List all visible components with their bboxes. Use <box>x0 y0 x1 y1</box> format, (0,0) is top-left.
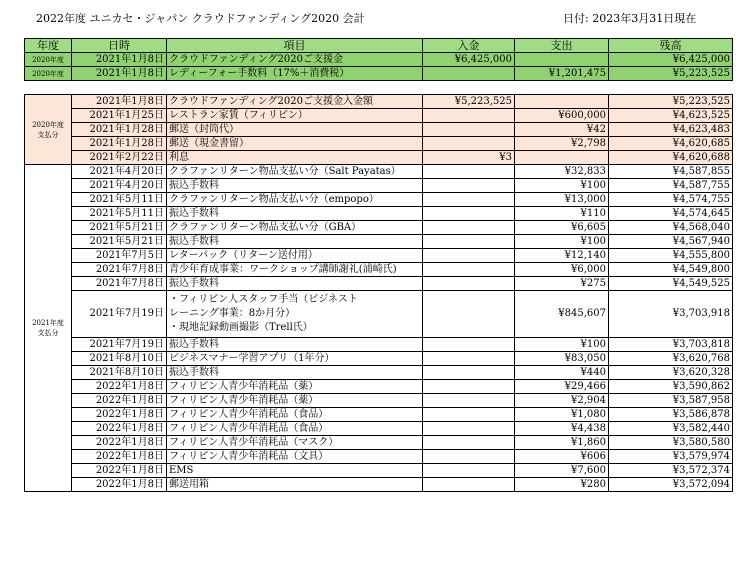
date-cell: 2022年1月8日 <box>72 450 167 464</box>
year-cell: 2020年度 <box>25 67 72 81</box>
col-expense: 支出 <box>515 39 609 53</box>
ledger-row <box>25 450 733 464</box>
item-cell: クラウドファンディング2020ご支援金入金額 <box>167 95 423 109</box>
summary-table <box>24 38 733 81</box>
item-cell: 郵送（封筒代） <box>167 123 423 137</box>
balance-cell: ¥3,572,094 <box>609 478 733 492</box>
income-cell <box>423 436 515 450</box>
income-cell: ¥5,223,525 <box>423 95 515 109</box>
expense-cell <box>515 53 609 67</box>
col-balance: 残高 <box>609 39 733 53</box>
date-cell: 2021年7月5日 <box>72 249 167 263</box>
ledger-row <box>25 151 733 165</box>
balance-cell: ¥3,582,440 <box>609 422 733 436</box>
item-cell: 振込手数料 <box>167 366 423 380</box>
item-cell: レターパック（リターン送付用） <box>167 249 423 263</box>
expense-cell: ¥32,833 <box>515 165 609 179</box>
balance-cell: ¥4,620,688 <box>609 151 733 165</box>
date-cell: 2021年7月8日 <box>72 277 167 291</box>
item-cell: 振込手数料 <box>167 235 423 249</box>
expense-cell: ¥42 <box>515 123 609 137</box>
group-label: 2021年度 支払分 <box>25 165 72 492</box>
ledger-row <box>25 478 733 492</box>
ledger-row <box>25 394 733 408</box>
group-label: 2020年度 支払分 <box>25 95 72 165</box>
item-cell: フィリピン人青少年消耗品（薬） <box>167 394 423 408</box>
date-cell: 2021年1月25日 <box>72 109 167 123</box>
expense-cell: ¥6,000 <box>515 263 609 277</box>
expense-cell: ¥7,600 <box>515 464 609 478</box>
balance-cell: ¥4,549,525 <box>609 277 733 291</box>
ledger-row <box>25 207 733 221</box>
date-cell: 2021年8月10日 <box>72 366 167 380</box>
date-cell: 2022年1月8日 <box>72 422 167 436</box>
item-cell: レストラン家賃（フィリピン） <box>167 109 423 123</box>
balance-cell: ¥3,703,918 <box>609 291 733 338</box>
income-cell <box>423 478 515 492</box>
income-cell <box>423 366 515 380</box>
date-cell: 2022年1月8日 <box>72 478 167 492</box>
balance-cell: ¥3,590,862 <box>609 380 733 394</box>
ledger-row <box>25 464 733 478</box>
income-cell <box>423 277 515 291</box>
income-cell <box>423 464 515 478</box>
item-cell: クラウドファンディング2020ご支援金 <box>167 53 423 67</box>
date-cell: 2021年2月22日 <box>72 151 167 165</box>
expense-cell: ¥845,607 <box>515 291 609 338</box>
col-item: 項目 <box>167 39 423 53</box>
date-cell: 2021年5月11日 <box>72 193 167 207</box>
balance-cell: ¥3,580,580 <box>609 436 733 450</box>
date-cell: 2021年1月28日 <box>72 137 167 151</box>
item-cell: 振込手数料 <box>167 207 423 221</box>
income-cell <box>423 67 515 81</box>
balance-cell: ¥3,587,958 <box>609 394 733 408</box>
item-cell: 郵送（現金書留） <box>167 137 423 151</box>
income-cell <box>423 179 515 193</box>
income-cell <box>423 235 515 249</box>
item-cell: 振込手数料 <box>167 179 423 193</box>
item-cell: ビジネスマナー学習アプリ（1年分） <box>167 352 423 366</box>
income-cell <box>423 249 515 263</box>
date-cell: 2021年1月28日 <box>72 123 167 137</box>
balance-cell: ¥4,574,645 <box>609 207 733 221</box>
balance-cell: ¥5,223,525 <box>609 95 733 109</box>
income-cell <box>423 109 515 123</box>
balance-cell: ¥3,579,974 <box>609 450 733 464</box>
balance-cell: ¥4,620,685 <box>609 137 733 151</box>
ledger-table <box>24 94 733 492</box>
report-date: 日付: 2023年3月31日現在 <box>563 12 697 25</box>
expense-cell: ¥1,201,475 <box>515 67 609 81</box>
income-cell <box>423 123 515 137</box>
date-cell: 2021年7月19日 <box>72 338 167 352</box>
expense-cell: ¥110 <box>515 207 609 221</box>
item-cell: 利息 <box>167 151 423 165</box>
ledger-row <box>25 95 733 109</box>
balance-cell: ¥4,587,855 <box>609 165 733 179</box>
expense-cell: ¥2,798 <box>515 137 609 151</box>
expense-cell: ¥275 <box>515 277 609 291</box>
item-cell: レディーフォー手数料（17%＋消費税） <box>167 67 423 81</box>
expense-cell: ¥1,860 <box>515 436 609 450</box>
item-cell: フィリピン人青少年消耗品（食品） <box>167 408 423 422</box>
item-cell: クラファンリターン物品支払い分（GBA） <box>167 221 423 235</box>
date-cell: 2021年7月19日 <box>72 291 167 338</box>
year-cell: 2020年度 <box>25 53 72 67</box>
ledger-row <box>25 422 733 436</box>
item-cell: 郵送用箱 <box>167 478 423 492</box>
expense-cell: ¥600,000 <box>515 109 609 123</box>
ledger-row <box>25 137 733 151</box>
date-cell: 2021年5月21日 <box>72 221 167 235</box>
ledger-row <box>25 179 733 193</box>
ledger-row <box>25 352 733 366</box>
item-cell: 青少年育成事業：ワークショップ講師謝礼(浦崎氏) <box>167 263 423 277</box>
ledger-row <box>25 338 733 352</box>
income-cell <box>423 263 515 277</box>
balance-cell: ¥4,567,940 <box>609 235 733 249</box>
income-cell <box>423 207 515 221</box>
ledger-row <box>25 436 733 450</box>
balance-cell: ¥4,623,483 <box>609 123 733 137</box>
date-cell: 2021年4月20日 <box>72 179 167 193</box>
date-cell: 2021年1月8日 <box>72 67 167 81</box>
expense-cell: ¥29,466 <box>515 380 609 394</box>
balance-cell: ¥4,568,040 <box>609 221 733 235</box>
col-date: 日時 <box>72 39 167 53</box>
ledger-row <box>25 109 733 123</box>
expense-cell: ¥83,050 <box>515 352 609 366</box>
date-cell: 2021年4月20日 <box>72 165 167 179</box>
expense-cell: ¥13,000 <box>515 193 609 207</box>
income-cell <box>423 450 515 464</box>
balance-cell: ¥5,223,525 <box>609 67 733 81</box>
date-cell: 2021年5月21日 <box>72 235 167 249</box>
ledger-row <box>25 263 733 277</box>
expense-cell: ¥4,438 <box>515 422 609 436</box>
balance-cell: ¥4,549,800 <box>609 263 733 277</box>
balance-cell: ¥4,623,525 <box>609 109 733 123</box>
income-cell <box>423 165 515 179</box>
balance-cell: ¥6,425,000 <box>609 53 733 67</box>
balance-cell: ¥3,572,374 <box>609 464 733 478</box>
expense-cell: ¥1,080 <box>515 408 609 422</box>
balance-cell: ¥4,574,755 <box>609 193 733 207</box>
expense-cell: ¥440 <box>515 366 609 380</box>
item-cell: クラファンリターン物品支払い分（Salt Payatas） <box>167 165 423 179</box>
item-cell: 振込手数料 <box>167 338 423 352</box>
item-cell: 振込手数料 <box>167 277 423 291</box>
expense-cell: ¥100 <box>515 338 609 352</box>
income-cell <box>423 193 515 207</box>
expense-cell: ¥12,140 <box>515 249 609 263</box>
balance-cell: ¥4,587,755 <box>609 179 733 193</box>
item-cell: フィリピン人青少年消耗品（マスク） <box>167 436 423 450</box>
expense-cell <box>515 95 609 109</box>
date-cell: 2022年1月8日 <box>72 380 167 394</box>
ledger-row <box>25 123 733 137</box>
item-cell: クラファンリターン物品支払い分（empopo） <box>167 193 423 207</box>
summary-row <box>25 67 733 81</box>
date-cell: 2022年1月8日 <box>72 394 167 408</box>
income-cell <box>423 408 515 422</box>
ledger-row <box>25 249 733 263</box>
report-title: 2022年度 ユニカセ・ジャパン クラウドファンディング2020 会計 <box>36 12 365 25</box>
balance-cell: ¥3,620,768 <box>609 352 733 366</box>
income-cell <box>423 394 515 408</box>
ledger-row <box>25 221 733 235</box>
date-cell: 2022年1月8日 <box>72 408 167 422</box>
balance-cell: ¥4,555,800 <box>609 249 733 263</box>
expense-cell <box>515 151 609 165</box>
balance-cell: ¥3,586,878 <box>609 408 733 422</box>
date-cell: 2021年5月11日 <box>72 207 167 221</box>
summary-row <box>25 53 733 67</box>
expense-cell: ¥606 <box>515 450 609 464</box>
item-cell: フィリピン人青少年消耗品（薬） <box>167 380 423 394</box>
expense-cell: ¥100 <box>515 235 609 249</box>
item-cell: EMS <box>167 464 423 478</box>
income-cell <box>423 338 515 352</box>
column-header-row <box>25 39 733 53</box>
balance-cell: ¥3,620,328 <box>609 366 733 380</box>
date-cell: 2022年1月8日 <box>72 464 167 478</box>
income-cell <box>423 137 515 151</box>
income-cell: ¥3 <box>423 151 515 165</box>
item-cell: フィリピン人青少年消耗品（文具） <box>167 450 423 464</box>
income-cell <box>423 221 515 235</box>
date-cell: 2021年8月10日 <box>72 352 167 366</box>
income-cell: ¥6,425,000 <box>423 53 515 67</box>
balance-cell: ¥3,703,818 <box>609 338 733 352</box>
ledger-row <box>25 366 733 380</box>
income-cell <box>423 422 515 436</box>
date-cell: 2022年1月8日 <box>72 436 167 450</box>
ledger-row <box>25 291 733 338</box>
ledger-row <box>25 193 733 207</box>
expense-cell: ¥100 <box>515 179 609 193</box>
expense-cell: ¥2,904 <box>515 394 609 408</box>
expense-cell: ¥280 <box>515 478 609 492</box>
col-income: 入金 <box>423 39 515 53</box>
income-cell <box>423 352 515 366</box>
ledger-row <box>25 165 733 179</box>
col-year: 年度 <box>25 39 72 53</box>
ledger-row <box>25 408 733 422</box>
income-cell <box>423 291 515 338</box>
ledger-row <box>25 235 733 249</box>
ledger-row <box>25 277 733 291</box>
expense-cell: ¥6,605 <box>515 221 609 235</box>
date-cell: 2021年1月8日 <box>72 53 167 67</box>
item-cell: フィリピン人青少年消耗品（食品） <box>167 422 423 436</box>
income-cell <box>423 380 515 394</box>
item-cell: ・フィリピン人スタッフ手当（ビジネスト レーニング事業：8か月分） ・現地記録動画撮影（Trell氏） <box>167 291 423 338</box>
date-cell: 2021年7月8日 <box>72 263 167 277</box>
ledger-row <box>25 380 733 394</box>
date-cell: 2021年1月8日 <box>72 95 167 109</box>
